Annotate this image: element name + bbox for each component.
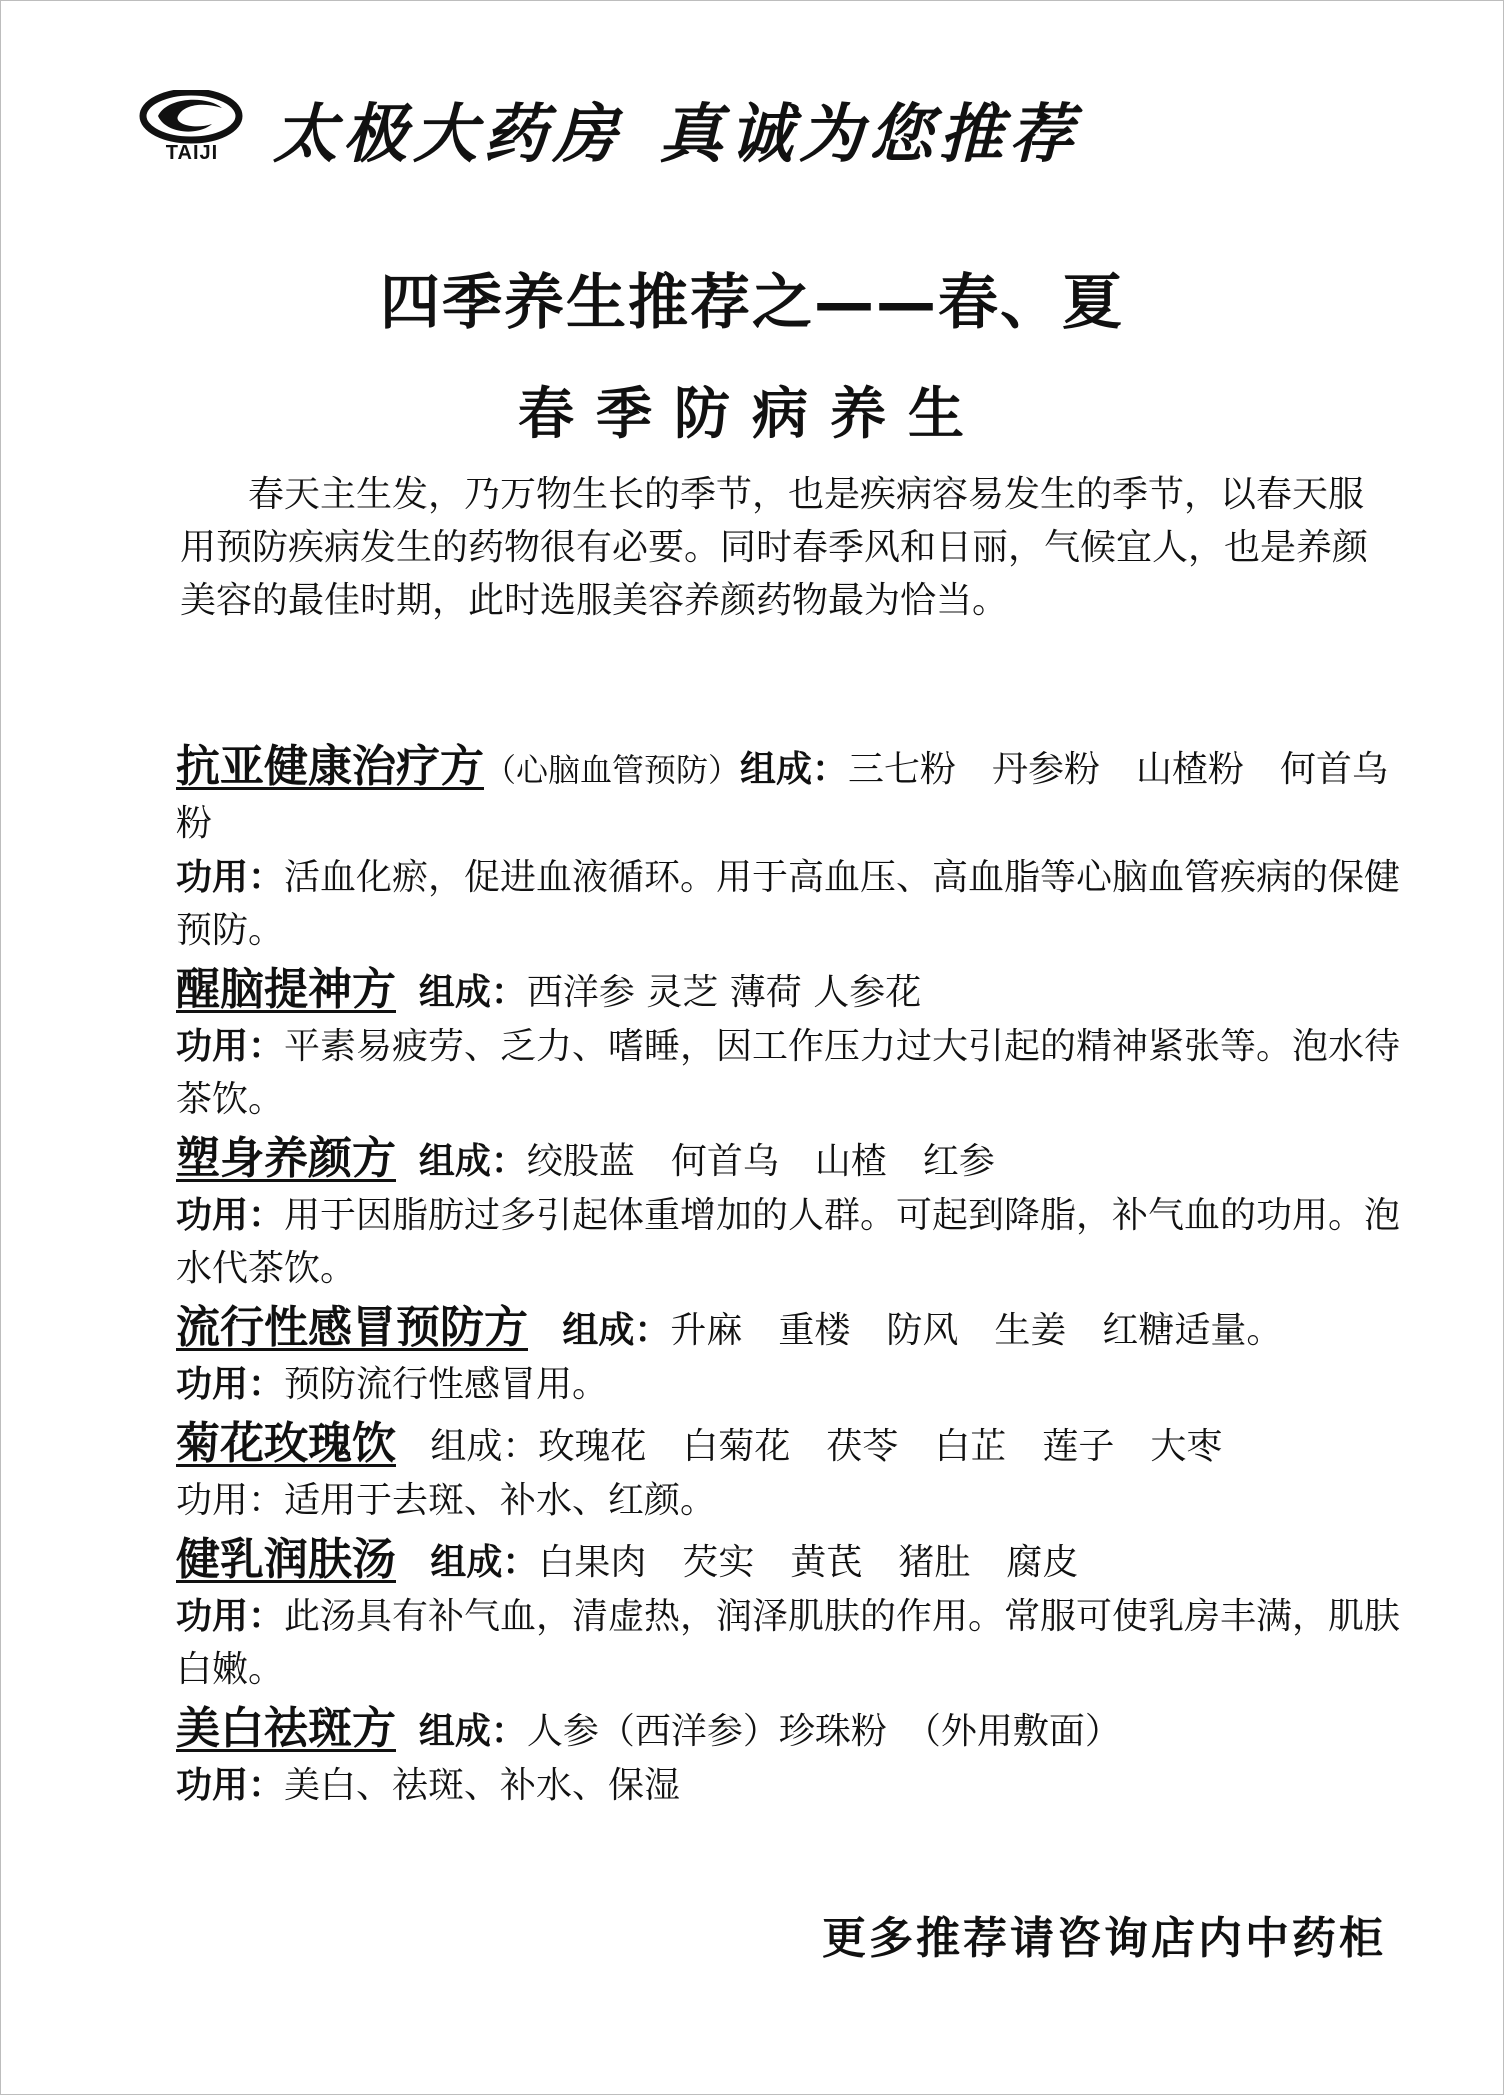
composition-text: 玫瑰花 白菊花 茯苓 白芷 莲子 大枣 <box>538 1426 1223 1467</box>
recipe-name: 抗亚健康治疗方 <box>176 741 484 792</box>
effect-label: 功用： <box>176 857 285 898</box>
effect-label: 功用： <box>176 1364 285 1405</box>
recipe-item <box>176 1301 1416 1411</box>
taiji-logo <box>138 90 244 170</box>
composition-label: 组成： <box>418 1141 527 1182</box>
recipe-item <box>176 740 1416 957</box>
composition-text: 西洋参 灵芝 薄荷 人参花 <box>526 972 922 1013</box>
effect-text: 平素易疲劳、乏力、嗜睡，因工作压力过大引起的精神紧张等。泡水待茶饮。 <box>176 1026 1401 1120</box>
page-title: 四季养生推荐之——春、夏 <box>380 268 1124 338</box>
recipe-name: 塑身养颜方 <box>176 1133 396 1184</box>
composition-label: 组成： <box>430 1426 539 1467</box>
recipe-list <box>176 740 1416 1818</box>
effect-text: 美白、祛斑、补水、保湿 <box>284 1765 681 1806</box>
composition-label: 组成： <box>418 1711 527 1752</box>
effect-text: 此汤具有补气血，清虚热，润泽肌肤的作用。常服可使乳房丰满，肌肤白嫩。 <box>176 1596 1401 1690</box>
effect-text: 预防流行性感冒用。 <box>284 1364 609 1405</box>
recipe-item <box>176 1702 1416 1812</box>
recipe-name: 醒脑提神方 <box>176 964 396 1015</box>
recipe-name: 菊花玫瑰饮 <box>176 1418 396 1469</box>
effect-label: 功用： <box>176 1026 285 1067</box>
footer-note: 更多推荐请咨询店内中药柜 <box>822 1913 1386 1964</box>
recipe-item <box>176 1417 1416 1527</box>
composition-text: 人参（西洋参）珍珠粉 （外用敷面） <box>526 1711 1121 1752</box>
composition-label: 组成： <box>740 749 849 790</box>
recipe-name: 流行性感冒预防方 <box>176 1302 528 1353</box>
composition-label: 组成： <box>562 1310 671 1351</box>
composition-text: 白果肉 芡实 黄芪 猪肚 腐皮 <box>538 1542 1079 1583</box>
logo-text: TAIJI <box>165 142 219 164</box>
composition-label: 组成： <box>430 1542 539 1583</box>
recipe-item <box>176 1132 1416 1295</box>
slogan: 真诚为您推荐 <box>659 97 1079 172</box>
section-subtitle: 春季防病养生 <box>518 382 986 447</box>
effect-label: 功用： <box>176 1596 285 1637</box>
composition-text: 升麻 重楼 防风 生姜 红糖适量。 <box>670 1310 1283 1351</box>
recipe-item <box>176 1533 1416 1696</box>
effect-label: 功用： <box>176 1480 285 1521</box>
composition-text: 三七粉 丹参粉 山楂粉 何首乌粉 <box>176 749 1389 844</box>
composition-label: 组成： <box>418 972 527 1013</box>
recipe-name: 美白祛斑方 <box>176 1703 396 1754</box>
composition-text: 绞股蓝 何首乌 山楂 红参 <box>526 1141 995 1182</box>
recipe-name: 健乳润肤汤 <box>176 1534 396 1585</box>
effect-label: 功用： <box>176 1195 285 1236</box>
effect-label: 功用： <box>176 1765 285 1806</box>
header <box>138 90 1378 180</box>
effect-text: 用于因脂肪过多引起体重增加的人群。可起到降脂，补气血的功用。泡水代茶饮。 <box>176 1195 1401 1289</box>
brand-slogan <box>273 90 1115 180</box>
recipe-item <box>176 963 1416 1126</box>
effect-text: 活血化瘀，促进血液循环。用于高血压、高血脂等心脑血管疾病的保健预防。 <box>176 857 1401 951</box>
brand-name: 太极大药房 <box>273 97 623 172</box>
effect-text: 适用于去斑、补水、红颜。 <box>284 1480 717 1521</box>
recipe-note: （心脑血管预防） <box>484 751 741 789</box>
intro-paragraph: 春天主生发，乃万物生长的季节，也是疾病容易发生的季节，以春天服用预防疾病发生的药物很有必要。同时春季风和日丽，气候宜人，也是养颜美容的最佳时期，此时选服美容养颜药物最为恰当。 <box>180 474 1369 621</box>
